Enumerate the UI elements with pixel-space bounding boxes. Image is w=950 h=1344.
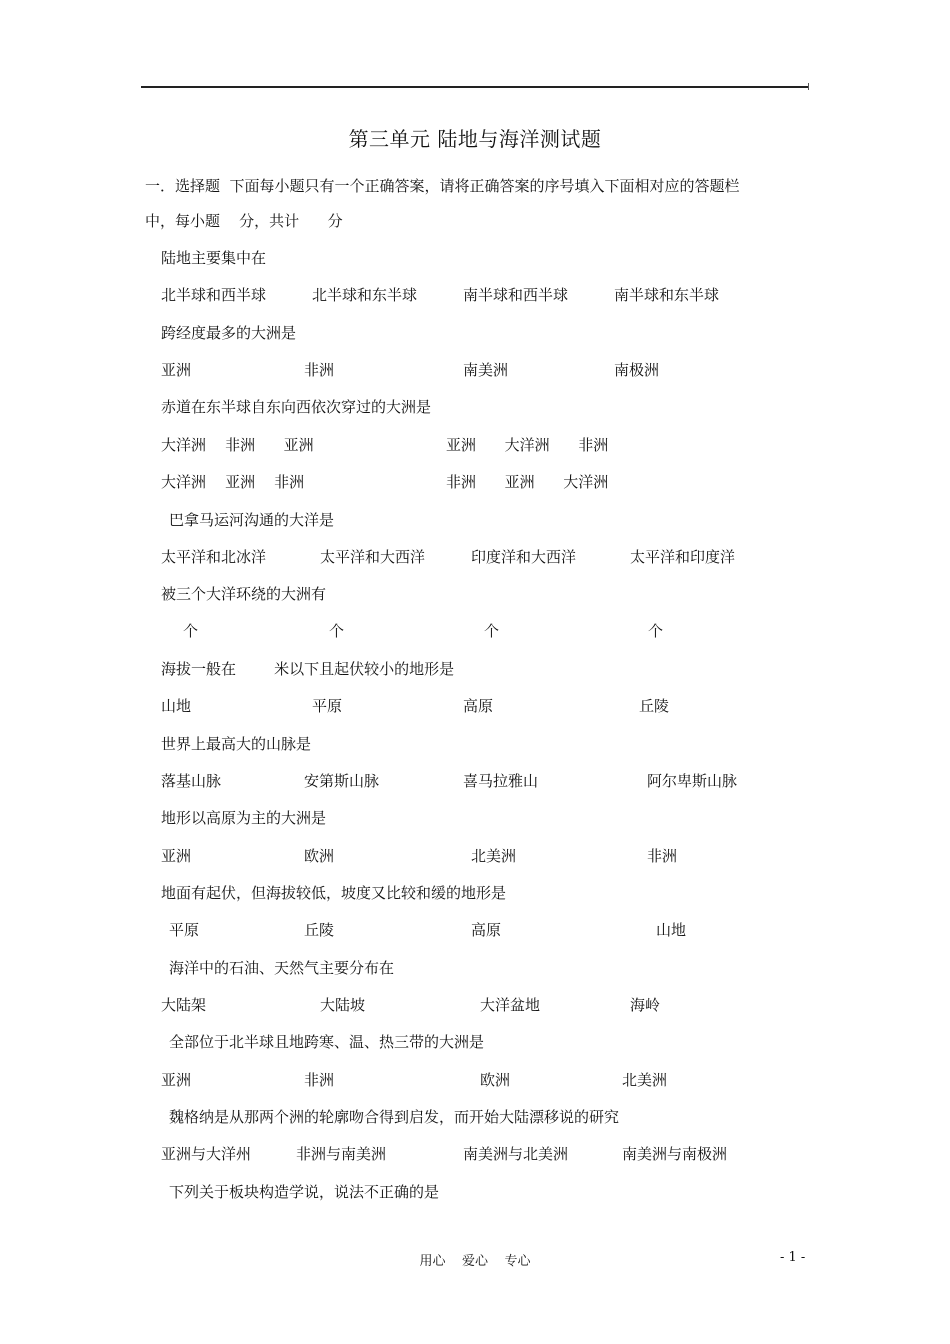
option-a: 亚洲 bbox=[161, 847, 192, 865]
instructions-line-1: 一．选择题 下面每小题只有一个正确答案，请将正确答案的序号填入下面相对应的答题栏 bbox=[145, 177, 740, 195]
question-stem: 世界上最高大的山脉是 bbox=[161, 735, 312, 753]
option-a: 平原 bbox=[169, 921, 200, 939]
option-c: 个 bbox=[484, 622, 500, 640]
question-stem: 海拔一般在 米以下且起伏较小的地形是 bbox=[161, 660, 455, 678]
option-b: 大陆坡 bbox=[320, 996, 366, 1014]
option-c: 大洋盆地 bbox=[480, 996, 541, 1014]
question-stem: 全部位于北半球且地跨寒、温、热三带的大洲是 bbox=[169, 1033, 485, 1051]
option-d: 南美洲与南极洲 bbox=[622, 1145, 728, 1163]
option-b: 个 bbox=[329, 622, 345, 640]
question-stem: 海洋中的石油、天然气主要分布在 bbox=[169, 959, 395, 977]
question-4-options bbox=[0, 546, 950, 568]
option-a: 山地 bbox=[161, 697, 192, 715]
page-number: - 1 - bbox=[780, 1250, 806, 1265]
question-1 bbox=[0, 247, 950, 269]
page-title: 第三单元 陆地与海洋测试题 bbox=[348, 127, 602, 151]
option-c: 南美洲 bbox=[463, 361, 509, 379]
option-d: 阿尔卑斯山脉 bbox=[647, 772, 738, 790]
question-5 bbox=[0, 583, 950, 605]
question-stem: 地形以高原为主的大洲是 bbox=[161, 809, 327, 827]
option-d: 南极洲 bbox=[614, 361, 660, 379]
option-c: 南美洲与北美洲 bbox=[463, 1145, 569, 1163]
question-8 bbox=[0, 807, 950, 829]
question-5-options bbox=[0, 620, 950, 642]
question-4 bbox=[0, 509, 950, 531]
question-stem: 魏格纳是从那两个洲的轮廓吻合得到启发，而开始大陆漂移说的研究 bbox=[169, 1108, 620, 1126]
option-d: 非洲 bbox=[647, 847, 678, 865]
option-c: 欧洲 bbox=[480, 1071, 511, 1089]
question-10-options bbox=[0, 994, 950, 1016]
question-7-options bbox=[0, 770, 950, 792]
instructions-line-2: 中，每小题 分，共计 分 bbox=[145, 212, 343, 230]
question-stem: 陆地主要集中在 bbox=[161, 249, 267, 267]
question-9-options bbox=[0, 919, 950, 941]
option-c: 喜马拉雅山 bbox=[463, 772, 539, 790]
question-2 bbox=[0, 322, 950, 344]
question-3 bbox=[0, 396, 950, 418]
option-c: 大洋洲 亚洲 非洲 bbox=[161, 473, 305, 491]
option-c: 北美洲 bbox=[471, 847, 517, 865]
option-a: 亚洲与大洋州 bbox=[161, 1145, 252, 1163]
option-b: 非洲 bbox=[304, 1071, 335, 1089]
question-7 bbox=[0, 733, 950, 755]
option-b: 亚洲 大洋洲 非洲 bbox=[446, 436, 609, 454]
option-b: 平原 bbox=[312, 697, 343, 715]
option-c: 高原 bbox=[463, 697, 494, 715]
option-d: 太平洋和印度洋 bbox=[630, 548, 736, 566]
option-a: 亚洲 bbox=[161, 361, 192, 379]
option-b: 非洲 bbox=[304, 361, 335, 379]
question-9 bbox=[0, 882, 950, 904]
question-11-options bbox=[0, 1069, 950, 1091]
question-12-options bbox=[0, 1143, 950, 1165]
option-a: 北半球和西半球 bbox=[161, 286, 267, 304]
question-6 bbox=[0, 658, 950, 680]
option-c: 南半球和西半球 bbox=[463, 286, 569, 304]
question-3-options-row-1 bbox=[0, 434, 950, 456]
option-d: 北美洲 bbox=[622, 1071, 668, 1089]
question-11 bbox=[0, 1031, 950, 1053]
option-d: 非洲 亚洲 大洋洲 bbox=[446, 473, 609, 491]
option-b: 安第斯山脉 bbox=[304, 772, 380, 790]
question-1-options bbox=[0, 284, 950, 306]
option-a: 落基山脉 bbox=[161, 772, 222, 790]
option-a: 亚洲 bbox=[161, 1071, 192, 1089]
option-b: 欧洲 bbox=[304, 847, 335, 865]
option-d: 南半球和东半球 bbox=[614, 286, 720, 304]
option-b: 太平洋和大西洋 bbox=[320, 548, 426, 566]
option-c: 高原 bbox=[471, 921, 502, 939]
header-rule-tick bbox=[808, 83, 809, 90]
question-stem: 下列关于板块构造学说，说法不正确的是 bbox=[169, 1183, 440, 1201]
option-b: 丘陵 bbox=[304, 921, 335, 939]
option-d: 海岭 bbox=[630, 996, 661, 1014]
option-b: 非洲与南美洲 bbox=[296, 1145, 387, 1163]
question-stem: 地面有起伏，但海拔较低，坡度又比较和缓的地形是 bbox=[161, 884, 507, 902]
question-6-options bbox=[0, 695, 950, 717]
option-d: 山地 bbox=[656, 921, 687, 939]
question-13 bbox=[0, 1181, 950, 1203]
question-2-options bbox=[0, 359, 950, 381]
question-stem: 跨经度最多的大洲是 bbox=[161, 324, 297, 342]
option-a: 个 bbox=[183, 622, 199, 640]
option-a: 大陆架 bbox=[161, 996, 207, 1014]
question-8-options bbox=[0, 845, 950, 867]
question-10 bbox=[0, 957, 950, 979]
question-stem: 被三个大洋环绕的大洲有 bbox=[161, 585, 327, 603]
question-12 bbox=[0, 1106, 950, 1128]
option-a: 大洋洲 非洲 亚洲 bbox=[161, 436, 314, 454]
option-c: 印度洋和大西洋 bbox=[471, 548, 577, 566]
header-rule bbox=[141, 86, 809, 88]
option-a: 太平洋和北冰洋 bbox=[161, 548, 267, 566]
question-stem: 赤道在东半球自东向西依次穿过的大洲是 bbox=[161, 398, 432, 416]
question-3-options-row-2 bbox=[0, 471, 950, 493]
question-stem: 巴拿马运河沟通的大洋是 bbox=[169, 511, 335, 529]
footer-motto: 用心 爱心 专心 bbox=[419, 1254, 531, 1269]
option-d: 个 bbox=[648, 622, 664, 640]
option-d: 丘陵 bbox=[639, 697, 670, 715]
option-b: 北半球和东半球 bbox=[312, 286, 418, 304]
